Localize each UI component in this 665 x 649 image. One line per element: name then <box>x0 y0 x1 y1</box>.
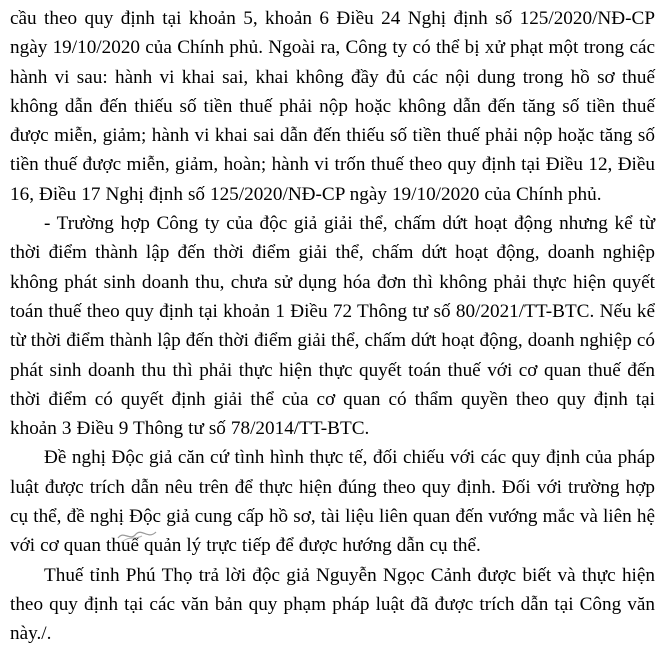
paragraph-closing: Thuế tỉnh Phú Thọ trả lời độc giả Nguyễn Ngọc Cảnh được biết và thực hiện theo quy định tại các văn bản quy phạm pháp luật đã được trích dẫn tại Công văn này./. <box>10 564 660 645</box>
paragraph-recommendation: Đề nghị Độc giả căn cứ tình hình thực tế, đối chiếu với các quy định của pháp luật được trích dẫn nêu trên để thực hiện đúng theo quy định. Đối với trường hợp cụ thể, đề nghị Độc giả cung cấp hồ sơ, tài liệu liên quan đến vướng mắc và liên hệ với cơ quan thuế quản lý trực tiếp để được hướng dẫn cụ thể. <box>10 447 660 557</box>
paragraph-penalty-provisions: cầu theo quy định tại khoản 5, khoản 6 Điều 24 Nghị định số 125/2020/NĐ-CP ngày 19/10/2020 của Chính phủ. Ngoài ra, Công ty có thể bị xử phạt một trong các hành vi sau: hành vi khai sai, khai không đầy đủ các nội dung trong hồ sơ thuế không dẫn đến thiếu số tiền thuế phải nộp hoặc không dẫn đến tăng số tiền thuế được miễn, giảm; hành vi khai sai dẫn đến thiếu số tiền thuế phải nộp hoặc tăng số tiền thuế được miễn, giảm, hoàn; hành vi trốn thuế theo quy định tại Điều 12, Điều 16, Điều 17 Nghị định số 125/2020/NĐ-CP ngày 19/10/2020 của Chính phủ. <box>10 8 660 205</box>
paragraph-dissolution-case: - Trường hợp Công ty của độc giả giải thể, chấm dứt hoạt động nhưng kể từ thời điểm thành lập đến thời điểm giải thể, chấm dứt hoạt động, doanh nghiệp không phát sinh doanh thu, chưa sử dụng hóa đơn thì không phải thực hiện quyết toán thuế theo quy định tại khoản 1 Điều 72 Thông tư số 80/2021/TT-BTC. Nếu kể từ thời điểm thành lập đến thời điểm giải thể, chấm dứt hoạt động, doanh nghiệp có phát sinh doanh thu thì phải thực hiện thực quyết toán thuế với cơ quan thuế đến thời điểm có quyết định giải thể của cơ quan có thẩm quyền theo quy định tại khoản 3 Điều 9 Thông tư số 78/2014/TT-BTC. <box>10 213 660 440</box>
